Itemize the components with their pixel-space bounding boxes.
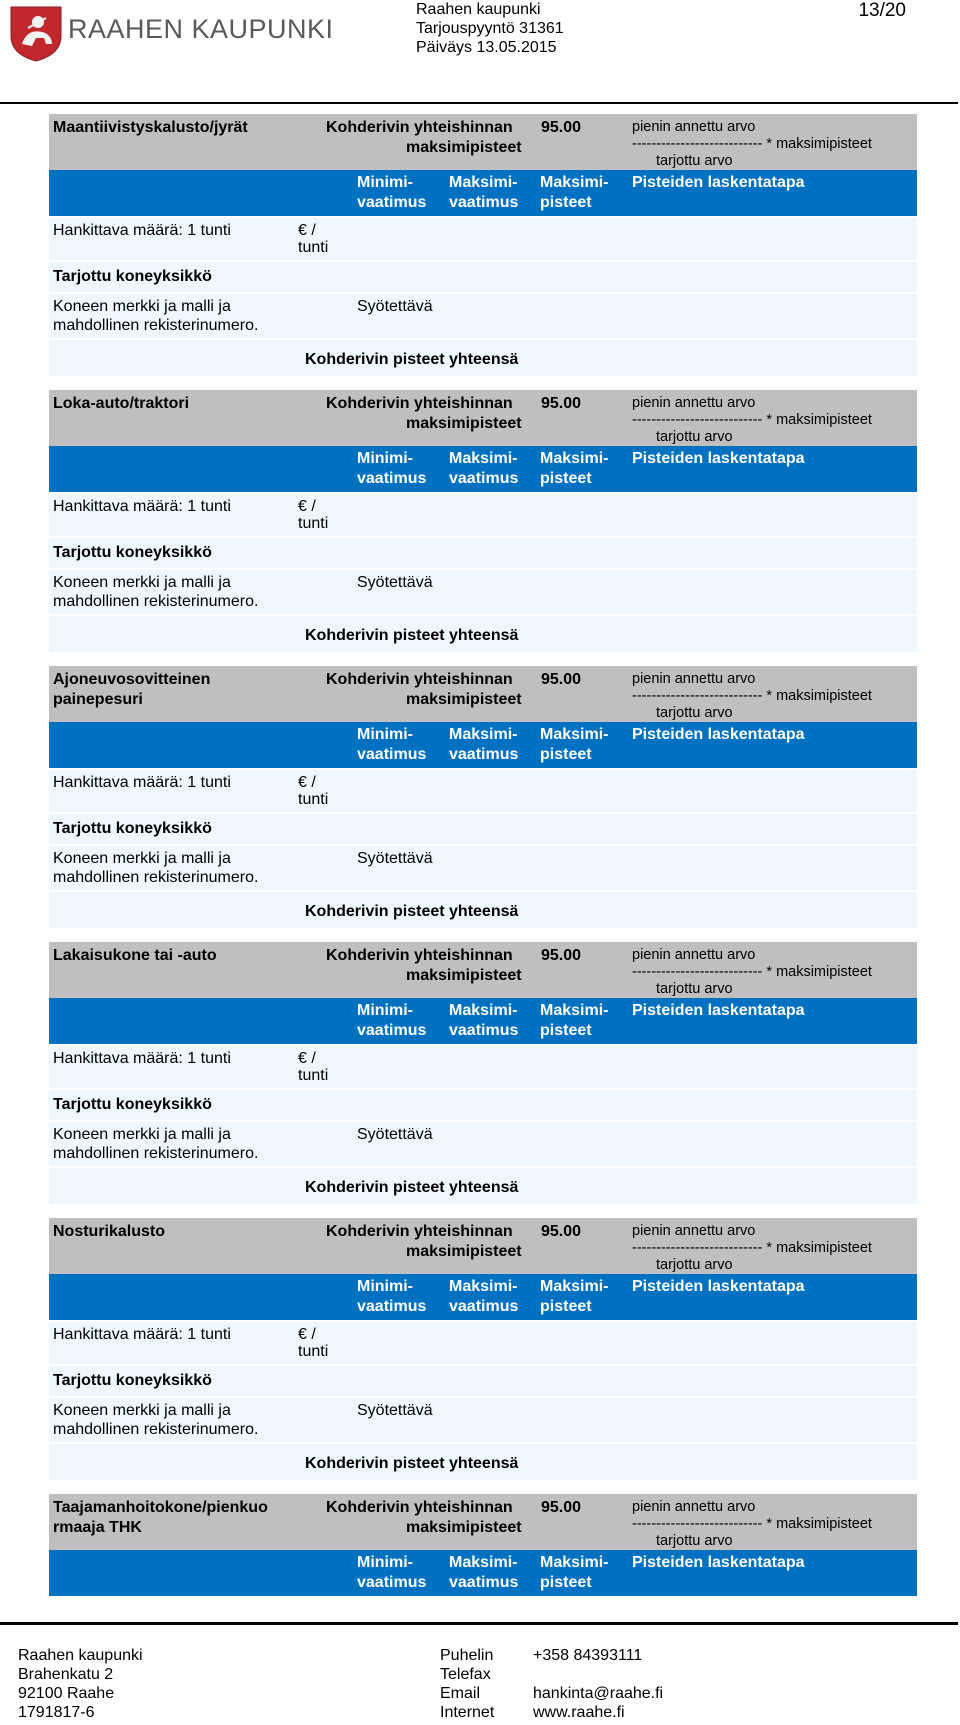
- row-total-label: Kohderivin pisteet yhteensä: [305, 1455, 519, 1472]
- max-points-header: Maksimi-: [540, 1278, 609, 1295]
- scoring-method-header: Pisteiden laskentatapa: [632, 1002, 805, 1019]
- max-requirement-header-cont: vaatimus: [449, 194, 519, 211]
- requirements-header-row: [49, 170, 917, 216]
- criteria-section: [49, 114, 917, 390]
- machine-label: Koneen merkki ja malli ja: [53, 1126, 231, 1143]
- min-requirement-header: Minimi-: [357, 450, 413, 467]
- offered-unit-label: Tarjottu koneyksikkö: [53, 820, 212, 837]
- requirements-header-row: [49, 446, 917, 492]
- weight-title: Kohderivin yhteishinnan: [326, 395, 513, 412]
- max-points-header-cont: pisteet: [540, 194, 592, 211]
- machine-row: [49, 570, 917, 614]
- formula-numerator: pienin annettu arvo: [632, 1499, 756, 1515]
- formula-line: --------------------------- * maksimipisteet: [632, 1516, 872, 1532]
- row-total-row: [49, 1168, 917, 1204]
- formula-line: --------------------------- * maksimipisteet: [632, 688, 872, 704]
- input-type[interactable]: Syötettävä: [357, 1126, 433, 1143]
- unit-price-label: € /: [298, 222, 316, 239]
- row-total-row: [49, 1444, 917, 1480]
- footer-postal: 92100 Raahe: [18, 1685, 115, 1702]
- machine-label-cont: mahdollinen rekisterinumero.: [53, 1421, 259, 1438]
- min-requirement-header-cont: vaatimus: [357, 194, 427, 211]
- quantity-row: [49, 1046, 917, 1088]
- scoring-method-header: Pisteiden laskentatapa: [632, 450, 805, 467]
- unit-price-label: € /: [298, 1326, 316, 1343]
- section-title: Taajamanhoitokone/pienkuo: [53, 1499, 268, 1516]
- quantity-label: Hankittava määrä: 1 tunti: [53, 774, 231, 791]
- row-total-row: [49, 340, 917, 376]
- input-type[interactable]: Syötettävä: [357, 298, 433, 315]
- max-requirement-header: Maksimi-: [449, 1278, 518, 1295]
- meta-organization: Raahen kaupunki: [416, 1, 541, 18]
- formula-line: --------------------------- * maksimipisteet: [632, 964, 872, 980]
- footer-fax: [533, 1665, 663, 1684]
- machine-row: [49, 846, 917, 890]
- unit-price-label-cont: tunti: [298, 1343, 329, 1360]
- section-title: Nosturikalusto: [53, 1223, 166, 1240]
- max-requirement-header: Maksimi-: [449, 450, 518, 467]
- weight-title: Kohderivin yhteishinnan: [326, 671, 513, 688]
- scoring-method-header: Pisteiden laskentatapa: [632, 1554, 805, 1571]
- max-points-header: Maksimi-: [540, 1554, 609, 1571]
- min-requirement-header-cont: vaatimus: [357, 1574, 427, 1591]
- max-points-header: Maksimi-: [540, 726, 609, 743]
- offered-unit-label: Tarjottu koneyksikkö: [53, 1096, 212, 1113]
- scoring-method-header: Pisteiden laskentatapa: [632, 726, 805, 743]
- unit-price-label-cont: tunti: [298, 239, 329, 256]
- section-title-cont: painepesuri: [53, 691, 143, 708]
- offered-unit-label: Tarjottu koneyksikkö: [53, 544, 212, 561]
- footer-divider: [0, 1622, 958, 1625]
- offered-unit-row: [49, 538, 917, 568]
- quantity-row: [49, 1322, 917, 1364]
- machine-label: Koneen merkki ja malli ja: [53, 850, 231, 867]
- footer-internet-label: Internet: [440, 1704, 495, 1721]
- unit-price-label: € /: [298, 1050, 316, 1067]
- meta-date: Päiväys 13.05.2015: [416, 39, 557, 56]
- weight-value: 95.00: [541, 119, 582, 136]
- min-requirement-header-cont: vaatimus: [357, 746, 427, 763]
- weight-value: 95.00: [541, 671, 582, 688]
- formula-denominator: tarjottu arvo: [656, 981, 733, 997]
- formula-denominator: tarjottu arvo: [656, 705, 733, 721]
- section-title: Maantiivistyskalusto/jyrät: [53, 119, 248, 136]
- weight-title: Kohderivin yhteishinnan: [326, 1499, 513, 1516]
- footer-email-link[interactable]: hankinta@raahe.fi: [533, 1685, 664, 1702]
- min-requirement-header-cont: vaatimus: [357, 1022, 427, 1039]
- row-total-label: Kohderivin pisteet yhteensä: [305, 351, 519, 368]
- formula-numerator: pienin annettu arvo: [632, 947, 756, 963]
- quantity-label: Hankittava määrä: 1 tunti: [53, 498, 231, 515]
- unit-price-label: € /: [298, 774, 316, 791]
- weight-title: Kohderivin yhteishinnan: [326, 1223, 513, 1240]
- input-type[interactable]: Syötettävä: [357, 574, 433, 591]
- max-points-header-cont: pisteet: [540, 1574, 592, 1591]
- unit-price-label-cont: tunti: [298, 791, 329, 808]
- section-title-row: [49, 390, 917, 446]
- criteria-section: [49, 666, 917, 942]
- quantity-label: Hankittava määrä: 1 tunti: [53, 1326, 231, 1343]
- max-requirement-header-cont: vaatimus: [449, 1022, 519, 1039]
- weight-title-cont: maksimipisteet: [406, 415, 522, 432]
- offered-unit-label: Tarjottu koneyksikkö: [53, 1372, 212, 1389]
- max-points-header-cont: pisteet: [540, 470, 592, 487]
- weight-value: 95.00: [541, 1499, 582, 1516]
- max-requirement-header-cont: vaatimus: [449, 470, 519, 487]
- document-meta: [416, 0, 564, 57]
- max-points-header-cont: pisteet: [540, 746, 592, 763]
- min-requirement-header: Minimi-: [357, 1554, 413, 1571]
- offered-unit-label: Tarjottu koneyksikkö: [53, 268, 212, 285]
- scoring-method-header: Pisteiden laskentatapa: [632, 1278, 805, 1295]
- machine-label-cont: mahdollinen rekisterinumero.: [53, 317, 259, 334]
- formula-line: --------------------------- * maksimipisteet: [632, 136, 872, 152]
- section-title: Ajoneuvosovitteinen: [53, 671, 211, 688]
- weight-title-cont: maksimipisteet: [406, 1519, 522, 1536]
- unit-price-label-cont: tunti: [298, 1067, 329, 1084]
- footer-email-label: Email: [440, 1685, 481, 1702]
- formula-denominator: tarjottu arvo: [656, 429, 733, 445]
- input-type[interactable]: Syötettävä: [357, 1402, 433, 1419]
- machine-label-cont: mahdollinen rekisterinumero.: [53, 869, 259, 886]
- min-requirement-header-cont: vaatimus: [357, 470, 427, 487]
- offered-unit-row: [49, 814, 917, 844]
- quantity-row: [49, 770, 917, 812]
- meta-request-id: Tarjouspyyntö 31361: [416, 20, 564, 37]
- machine-label-cont: mahdollinen rekisterinumero.: [53, 1145, 259, 1162]
- requirements-header-row: [49, 998, 917, 1044]
- machine-label: Koneen merkki ja malli ja: [53, 1402, 231, 1419]
- footer-website-link[interactable]: www.raahe.fi: [533, 1704, 625, 1721]
- unit-price-label-cont: tunti: [298, 515, 329, 532]
- offered-unit-row: [49, 262, 917, 292]
- formula-numerator: pienin annettu arvo: [632, 671, 756, 687]
- max-points-header-cont: pisteet: [540, 1298, 592, 1315]
- section-title: Lakaisukone tai -auto: [53, 947, 217, 964]
- criteria-section: [49, 1494, 917, 1606]
- footer-fax-label: Telefax: [440, 1666, 491, 1683]
- quantity-label: Hankittava määrä: 1 tunti: [53, 222, 231, 239]
- min-requirement-header-cont: vaatimus: [357, 1298, 427, 1315]
- max-requirement-header-cont: vaatimus: [449, 746, 519, 763]
- requirements-header-row: [49, 1274, 917, 1320]
- weight-title: Kohderivin yhteishinnan: [326, 119, 513, 136]
- machine-row: [49, 294, 917, 338]
- weight-title-cont: maksimipisteet: [406, 967, 522, 984]
- section-title-row: [49, 942, 917, 998]
- criteria-section: [49, 942, 917, 1218]
- section-title-cont: rmaaja THK: [53, 1519, 142, 1536]
- row-total-row: [49, 616, 917, 652]
- formula-denominator: tarjottu arvo: [656, 1533, 733, 1549]
- section-title: Loka-auto/traktori: [53, 395, 190, 412]
- machine-label: Koneen merkki ja malli ja: [53, 574, 231, 591]
- max-points-header: Maksimi-: [540, 174, 609, 191]
- section-title-row: [49, 666, 917, 722]
- max-requirement-header: Maksimi-: [449, 726, 518, 743]
- weight-title-cont: maksimipisteet: [406, 1243, 522, 1260]
- weight-title: Kohderivin yhteishinnan: [326, 947, 513, 964]
- formula-denominator: tarjottu arvo: [656, 153, 733, 169]
- quantity-label: Hankittava määrä: 1 tunti: [53, 1050, 231, 1067]
- logo-text: RAAHEN KAUPUNKI: [68, 14, 334, 44]
- offered-unit-row: [49, 1090, 917, 1120]
- formula-numerator: pienin annettu arvo: [632, 119, 756, 135]
- input-type[interactable]: Syötettävä: [357, 850, 433, 867]
- weight-title-cont: maksimipisteet: [406, 139, 522, 156]
- requirements-header-row: [49, 1550, 917, 1596]
- quantity-row: [49, 494, 917, 536]
- formula-numerator: pienin annettu arvo: [632, 395, 756, 411]
- footer-street: Brahenkatu 2: [18, 1666, 114, 1683]
- formula-line: --------------------------- * maksimipisteet: [632, 1240, 872, 1256]
- formula-denominator: tarjottu arvo: [656, 1257, 733, 1273]
- section-title-row: [49, 1218, 917, 1274]
- row-total-label: Kohderivin pisteet yhteensä: [305, 903, 519, 920]
- machine-label-cont: mahdollinen rekisterinumero.: [53, 593, 259, 610]
- min-requirement-header: Minimi-: [357, 174, 413, 191]
- min-requirement-header: Minimi-: [357, 1278, 413, 1295]
- max-points-header-cont: pisteet: [540, 1022, 592, 1039]
- requirements-header-row: [49, 722, 917, 768]
- offered-unit-row: [49, 1366, 917, 1396]
- max-requirement-header: Maksimi-: [449, 174, 518, 191]
- row-total-label: Kohderivin pisteet yhteensä: [305, 1179, 519, 1196]
- footer-phone: +358 84393111: [533, 1647, 643, 1664]
- scoring-method-header: Pisteiden laskentatapa: [632, 174, 805, 191]
- quantity-row: [49, 218, 917, 260]
- section-title-row: [49, 1494, 917, 1550]
- max-requirement-header-cont: vaatimus: [449, 1574, 519, 1591]
- criteria-section: [49, 1218, 917, 1494]
- formula-numerator: pienin annettu arvo: [632, 1223, 756, 1239]
- coat-of-arms-logo: [8, 4, 64, 62]
- max-requirement-header-cont: vaatimus: [449, 1298, 519, 1315]
- weight-value: 95.00: [541, 947, 582, 964]
- header-divider: [0, 102, 958, 104]
- footer-phone-label: Puhelin: [440, 1647, 494, 1664]
- footer-address: [18, 1646, 143, 1722]
- footer-contact-labels: [440, 1646, 494, 1722]
- page-number: 13/20: [858, 0, 906, 21]
- footer-org: Raahen kaupunki: [18, 1647, 143, 1664]
- machine-row: [49, 1398, 917, 1442]
- min-requirement-header: Minimi-: [357, 726, 413, 743]
- max-points-header: Maksimi-: [540, 1002, 609, 1019]
- unit-price-label: € /: [298, 498, 316, 515]
- row-total-label: Kohderivin pisteet yhteensä: [305, 627, 519, 644]
- weight-value: 95.00: [541, 395, 582, 412]
- max-points-header: Maksimi-: [540, 450, 609, 467]
- footer-business-id: 1791817-6: [18, 1704, 95, 1721]
- max-requirement-header: Maksimi-: [449, 1002, 518, 1019]
- max-requirement-header: Maksimi-: [449, 1554, 518, 1571]
- weight-value: 95.00: [541, 1223, 582, 1240]
- min-requirement-header: Minimi-: [357, 1002, 413, 1019]
- formula-line: --------------------------- * maksimipisteet: [632, 412, 872, 428]
- weight-title-cont: maksimipisteet: [406, 691, 522, 708]
- machine-label: Koneen merkki ja malli ja: [53, 298, 231, 315]
- section-title-row: [49, 114, 917, 170]
- row-total-row: [49, 892, 917, 928]
- machine-row: [49, 1122, 917, 1166]
- page-header: [0, 0, 960, 104]
- footer-contact-values: [533, 1646, 663, 1722]
- criteria-section: [49, 390, 917, 666]
